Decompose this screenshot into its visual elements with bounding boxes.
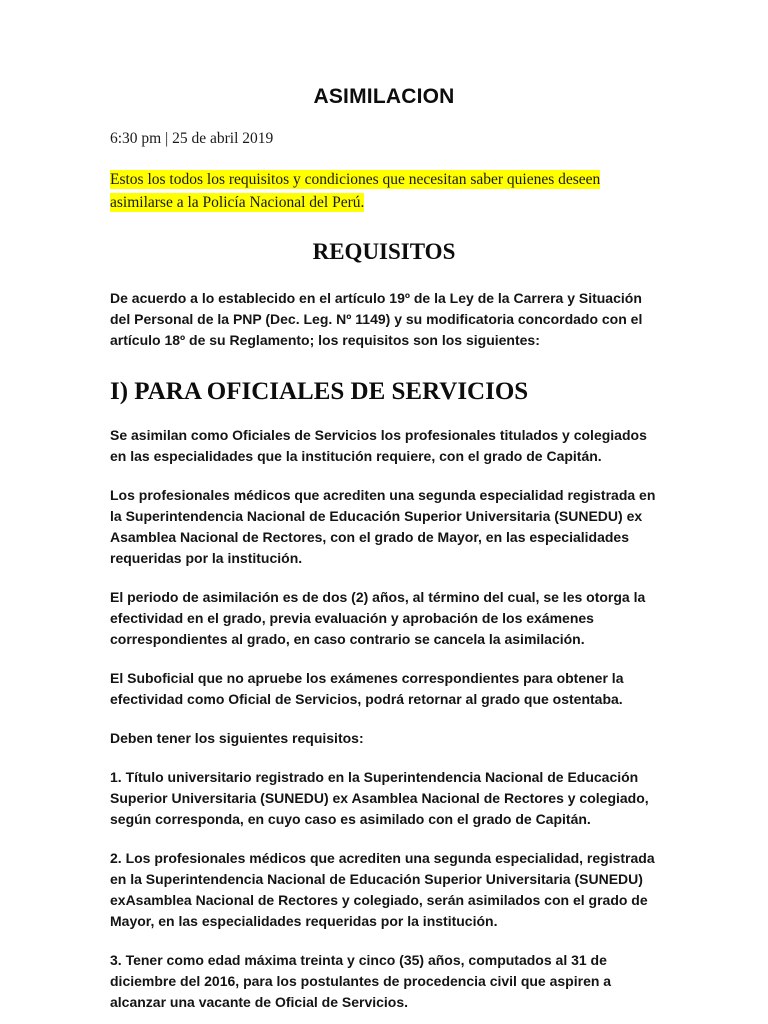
requirement-item-2: 2. Los profesionales médicos que acrediten una segunda especialidad, registrada en la Superintendencia Nacional de Educación Superior Universitaria (SUNEDU) exAsamblea Nacional de Rectores y colegiado, serán asimilados con el grado de Mayor, en las especialidades requeridas por la institución. — [110, 849, 655, 929]
body-paragraph-4: El Suboficial que no apruebe los exámenes correspondientes para obtener la efectividad como Oficial de Servicios, podrá retornar al grado que ostentaba. — [110, 669, 624, 707]
intro-paragraph: De acuerdo a lo establecido en el artículo 19º de la Ley de la Carrera y Situación del Personal de la PNP (Dec. Leg. Nº 1149) y su modificatoria concordado con el artículo 18º de su Reglamento; los requisitos son los siguientes: — [110, 289, 643, 348]
requisitos-heading: REQUISITOS — [312, 239, 456, 265]
requirement-item-1: 1. Título universitario registrado en la Superintendencia Nacional de Educación Superior Universitaria (SUNEDU) ex Asamblea Nacional de Rectores y colegiado, según corresponda, en cuyo caso es asimilado con el grado de Capitán. — [110, 768, 649, 827]
requirement-item-3: 3. Tener como edad máxima treinta y cinco (35) años, computados al 31 de diciembre del 2016, para los postulantes de procedencia civil que aspiren a alcanzar una vacante de Oficial de Servicios. — [110, 951, 612, 1010]
requirements-lead-in: Deben tener los siguientes requisitos: — [110, 729, 364, 746]
oficiales-de-servicios-heading: I) PARA OFICIALES DE SERVICIOS — [110, 377, 529, 405]
page-title: ASIMILACION — [313, 85, 455, 108]
document-date-line: 6:30 pm | 25 de abril 2019 — [110, 130, 274, 148]
body-paragraph-1: Se asimilan como Oficiales de Servicios los profesionales titulados y colegiados en las especialidades que la institución requiere, con el grado de Capitán. — [110, 426, 647, 464]
body-paragraph-3: El periodo de asimilación es de dos (2) años, al término del cual, se les otorga la efectividad en el grado, previa evaluación y aprobación de los exámenes correspondientes al grado, en caso contrario se cancela la asimilación. — [110, 588, 646, 647]
body-paragraph-2: Los profesionales médicos que acrediten una segunda especialidad registrada en la Superintendencia Nacional de Educación Superior Universitaria (SUNEDU) ex Asamblea Nacional de Rectores, con el grado de Mayor, en las especialidades requeridas por la institución. — [110, 486, 656, 566]
highlighted-text: Estos los todos los requisitos y condiciones que necesitan saber quienes deseen asimilarse a la Policía Nacional del Perú. — [110, 171, 601, 211]
highlighted-lead-paragraph — [110, 149, 658, 214]
